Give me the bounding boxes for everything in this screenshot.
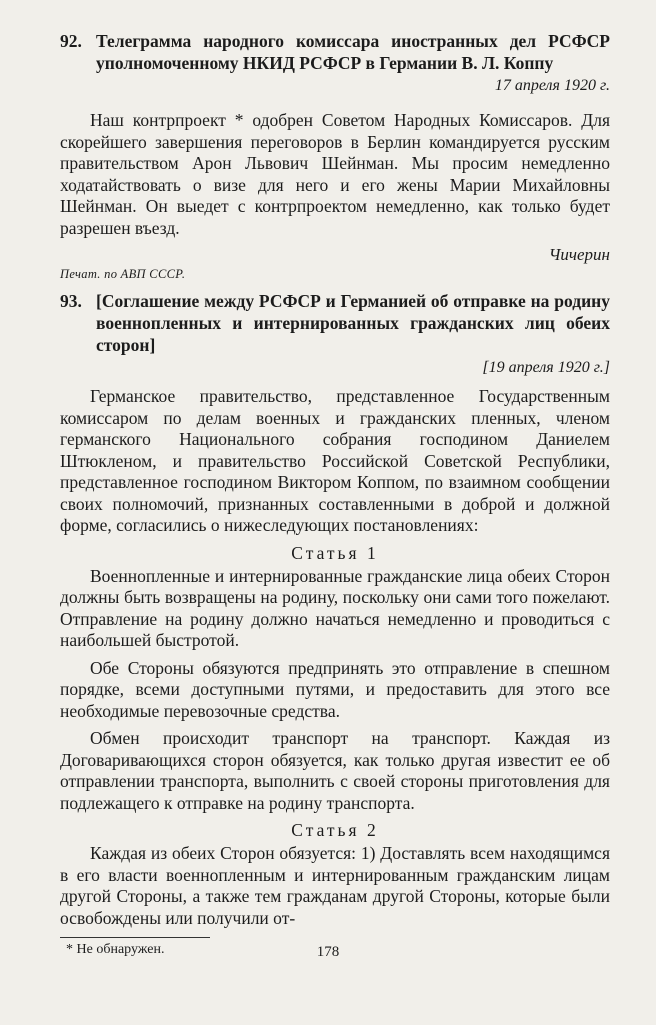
doc93-date: [19 апреля 1920 г.] xyxy=(482,359,610,376)
doc92-source: Печат. по АВП СССР. xyxy=(60,267,186,281)
page-number: 178 xyxy=(316,944,340,960)
article1-paragraph-3: Обмен происходит транспорт на транспорт. Каждая из Договаривающихся сторон обязуется, как только другая известит ее об отправлении транспорта, выполнить с своей стороны приготовления для подлежащего к отправке на родину транспорта. xyxy=(60,728,610,813)
doc92-date: 17 апреля 1920 г. xyxy=(494,77,610,94)
doc92-paragraph: Наш контрпроект * одобрен Советом Народных Комиссаров. Для скорейшего завершения переговоров в Берлин командируется русским правительством Арон Львович Шейнман. Мы просим немедленно ходатайствовать о визе для него и его жены Марии Михайловны Шейнман. Он выедет с контрпроектом немедленно, как только будет разрешен въезд. xyxy=(60,110,610,238)
article1-paragraph-1: Военнопленные и интернированные гражданские лица обеих Сторон должны быть возвращены на родину, поскольку они сами того пожелают. Отправление на родину должно начаться немедленно и проводиться с наибольшей быстротой. xyxy=(60,565,610,650)
doc92-title: Телеграмма народного комиссара иностранных дел РСФСР уполномоченному НКИД РСФСР в Германии В. Л. Коппу xyxy=(96,31,610,73)
article1-heading: Статья 1 xyxy=(291,542,379,563)
article2-paragraph-1: Каждая из обеих Сторон обязуется: 1) Доставлять всем находящимся в его власти военнопленным и интернированным гражданским лицам другой Стороны, а также тем гражданам другой Стороны, которые были освобождены или получили от- xyxy=(60,843,610,928)
article1-paragraph-2: Обе Стороны обязуются предпринять это отправление в спешном порядке, всеми доступными путями, и предоставить для этого все необходимые перевозочные средства. xyxy=(60,657,610,721)
article2-heading: Статья 2 xyxy=(291,820,379,840)
doc93-title: [Соглашение между РСФСР и Германией об отправке на родину военнопленных и интернированных гражданских лиц обеих сторон] xyxy=(96,291,610,355)
doc93-heading xyxy=(60,290,610,356)
footnote-divider xyxy=(60,937,210,938)
doc92-number: 92. xyxy=(60,31,82,51)
doc93-number: 93. xyxy=(60,291,82,311)
doc93-preamble: Германское правительство, представленное Государственным комиссаром по делам военных и гражданских пленных, членом германского Национального собрания господином Даниелем Штюкленом, и правительство Российской Советской Республики, представленное господином Виктором Коппом, по взаимном сообщении своих полномочий, признанных составленными в доброй и должной форме, согласились о нижеследующих постановлениях: xyxy=(60,386,610,535)
document-page xyxy=(60,30,610,958)
doc92-heading xyxy=(60,30,610,74)
footnote: * Не обнаружен. xyxy=(66,942,165,957)
doc92-signature: Чичерин xyxy=(548,245,610,264)
